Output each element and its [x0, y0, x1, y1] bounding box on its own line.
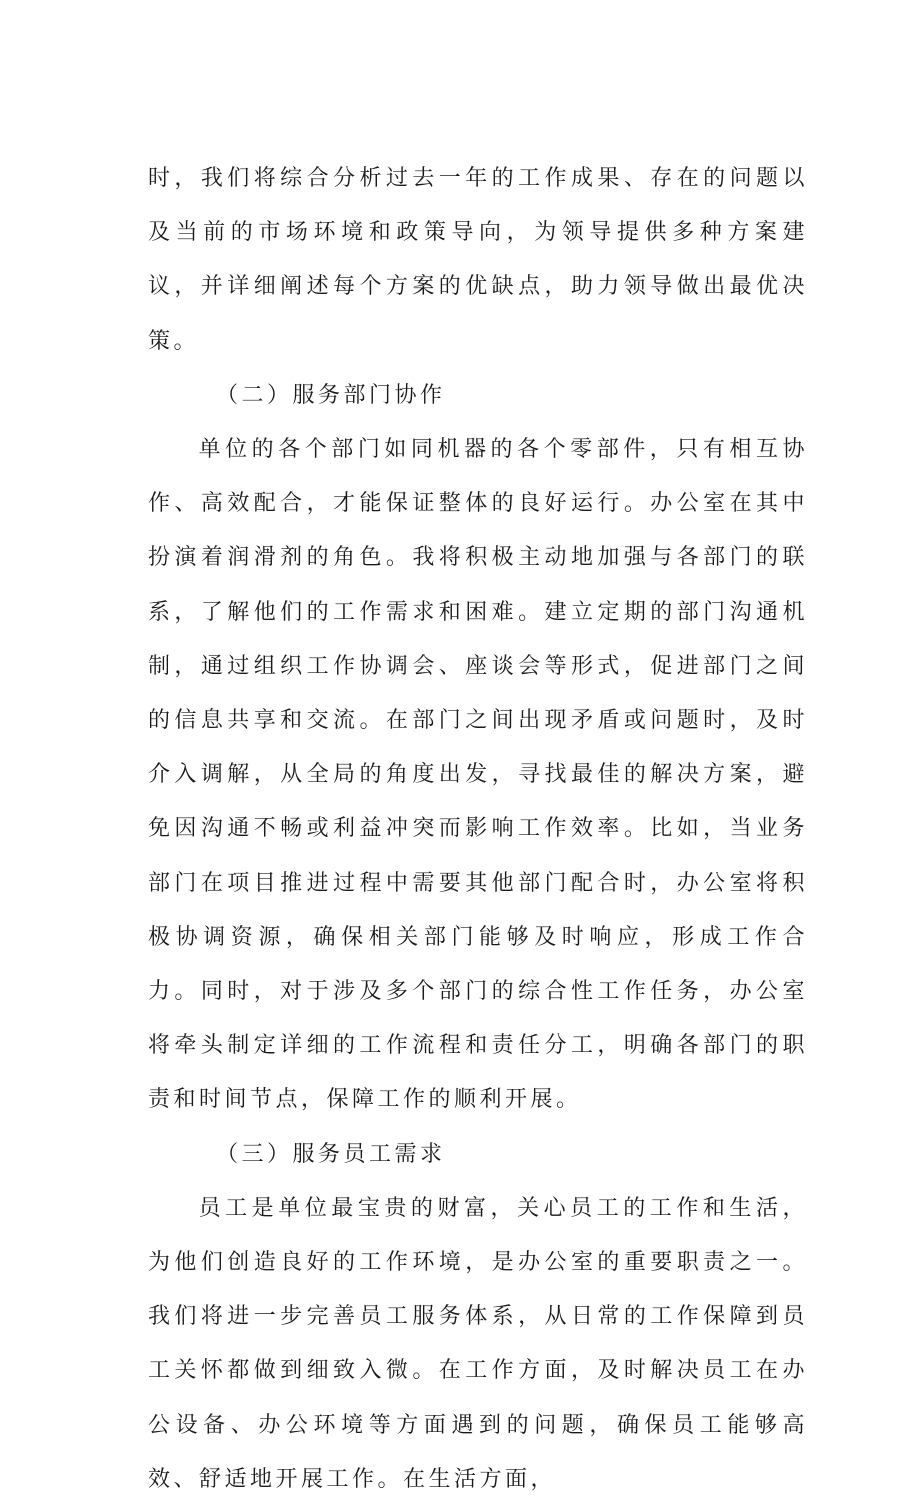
paragraph-employee-needs: 员工是单位最宝贵的财富，关心员工的工作和生活，为他们创造良好的工作环境，是办公室的重要职责之一。我们将进一步完善员工服务体系，从日常的工作保障到员工关怀都做到细致入微。在工作方面，及时解决员工在办公设备、办公环境等方面遇到的问题，确保员工能够高效、舒适地开展工作。在生活方面， [148, 1195, 808, 1492]
paragraph-department-collaboration: 单位的各个部门如同机器的各个零部件，只有相互协作、高效配合，才能保证整体的良好运行。办公室在其中扮演着润滑剂的角色。我将积极主动地加强与各部门的联系，了解他们的工作需求和困难。建立定期的部门沟通机制，通过组织工作协调会、座谈会等形式，促进部门之间的信息共享和交流。在部门之间出现矛盾或问题时，及时介入调解，从全局的角度出发，寻找最佳的解决方案，避免因沟通不畅或利益冲突而影响工作效率。比如，当业务部门在项目推进过程中需要其他部门配合时，办公室将积极协调资源，确保相关部门能够及时响应，形成工作合力。同时，对于涉及多个部门的综合性工作任务，办公室将牵头制定详细的工作流程和责任分工，明确各部门的职责和时间节点，保障工作的顺利开展。 [148, 437, 808, 1113]
paragraph-continuation: 时，我们将综合分析过去一年的工作成果、存在的问题以及当前的市场环境和政策导向，为领导提供多种方案建议，并详细阐述每个方案的优缺点，助力领导做出最优决策。 [148, 166, 808, 354]
section-heading-employee-needs: （三）服务员工需求 [216, 1141, 446, 1167]
section-heading-department-collaboration: （二）服务部门协作 [216, 382, 446, 408]
document-body [148, 152, 808, 1507]
